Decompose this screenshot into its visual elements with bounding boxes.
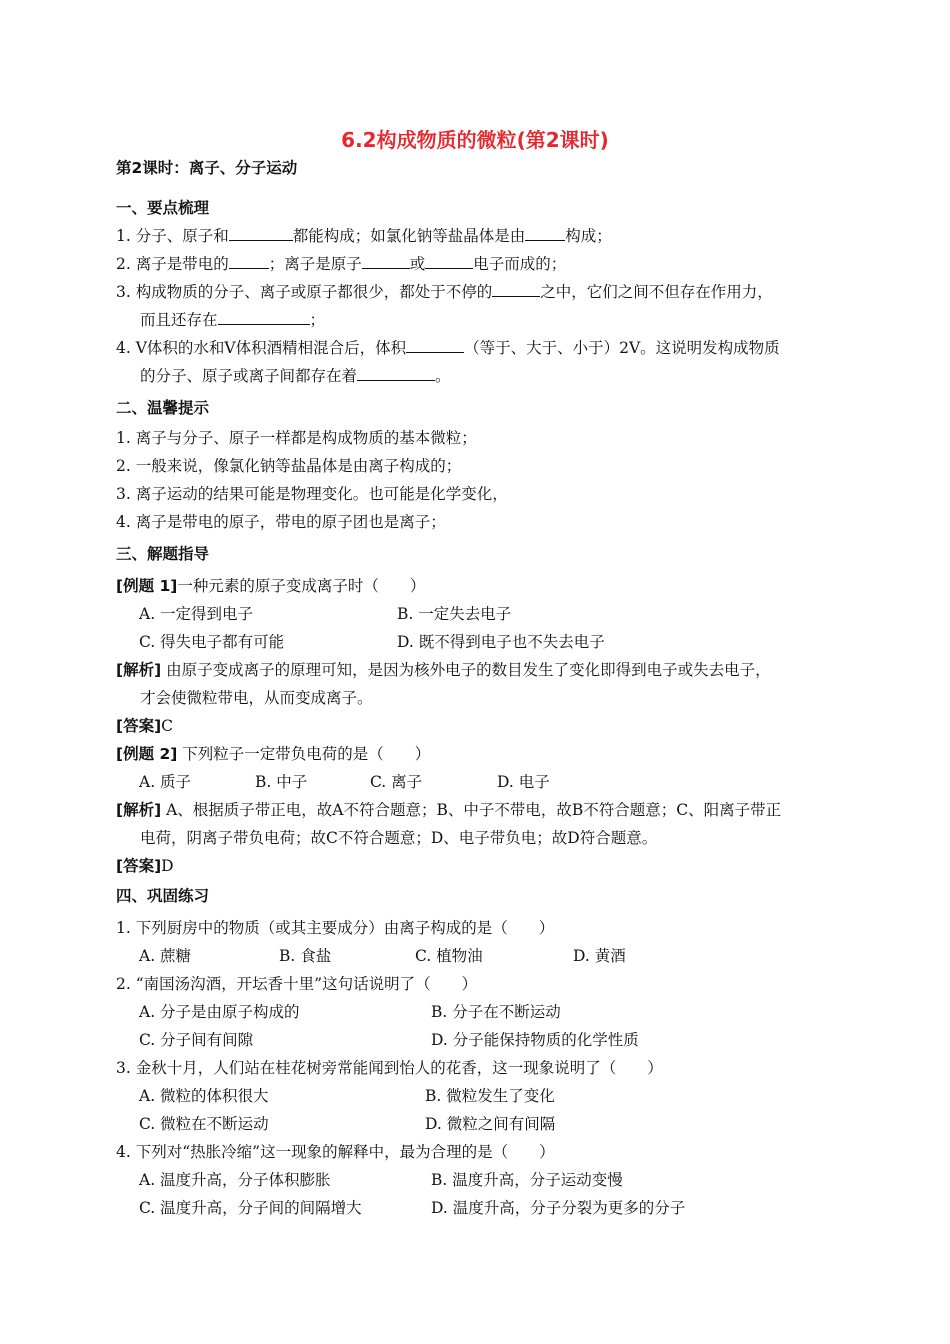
practice-2-options-row-2: [139, 1030, 869, 1050]
example-1-options-row-1: [139, 604, 869, 624]
option-d: D. 电子: [497, 773, 550, 791]
practice-3-options-row-1: [139, 1086, 869, 1106]
option-a: A. 蔗糖: [139, 947, 192, 965]
text: 1. 分子、原子和: [116, 227, 229, 245]
text: 都能构成；如氯化钠等盐晶体是由: [292, 227, 526, 245]
option-a: A. 质子: [139, 773, 192, 791]
fill-blank[interactable]: [229, 226, 293, 241]
example-2-options: [139, 772, 869, 792]
analysis-1-cont: 才会使微粒带电，从而变成离子。: [140, 689, 373, 707]
section-heading-practice: 四、巩固练习: [116, 887, 210, 905]
fill-blank[interactable]: [492, 282, 540, 297]
text: （等于、大于、小于）2V。这说明发构成物质: [464, 339, 780, 357]
option-d: D. 温度升高，分子分裂为更多的分子: [431, 1199, 686, 1217]
section-heading-guidance: 三、解题指导: [116, 545, 210, 563]
tip-item: 2. 一般来说，像氯化钠等盐晶体是由离子构成的；: [116, 457, 462, 475]
practice-4-options-row-2: [139, 1198, 869, 1218]
option-a: A. 微粒的体积很大: [139, 1087, 269, 1105]
text: 一种元素的原子变成离子时（ ）: [177, 577, 426, 595]
answer-tag: [答案]: [116, 857, 162, 875]
text: 的分子、原子或离子间都存在着: [140, 367, 358, 385]
page-title: 6.2构成物质的微粒(第2课时): [341, 128, 609, 152]
fill-blank[interactable]: [218, 310, 310, 325]
text: 。: [435, 367, 451, 385]
practice-1-options: [139, 946, 869, 966]
answer-1: [116, 716, 846, 736]
text: A、根据质子带正电，故A不符合题意；B、中子不带电，故B不符合题意；C、阳离子带正: [161, 801, 782, 819]
answer-value: C: [161, 717, 174, 735]
practice-2-options-row-1: [139, 1002, 869, 1022]
fill-blank[interactable]: [525, 226, 565, 241]
text: 2. 离子是带电的: [116, 255, 229, 273]
key-point-4-cont: [140, 366, 870, 386]
option-c: C. 得失电子都有可能: [139, 633, 285, 651]
fill-blank[interactable]: [357, 366, 435, 381]
text: 构成；: [565, 227, 612, 245]
key-point-2: [116, 254, 846, 274]
option-a: A. 温度升高，分子体积膨胀: [139, 1171, 331, 1189]
option-c: C. 离子: [370, 773, 423, 791]
practice-3-options-row-2: [139, 1114, 869, 1134]
text: 下列粒子一定带负电荷的是（ ）: [177, 745, 431, 763]
analysis-tag: [解析]: [116, 801, 162, 819]
text: 由原子变成离子的原理可知，是因为核外电子的数目发生了变化即得到电子或失去电子，: [161, 661, 771, 679]
option-a: A. 一定得到电子: [139, 605, 254, 623]
fill-blank[interactable]: [362, 254, 410, 269]
practice-4-options-row-1: [139, 1170, 869, 1190]
lesson-subtitle: 第2课时：离子、分子运动: [116, 159, 298, 177]
option-c: C. 微粒在不断运动: [139, 1115, 269, 1133]
key-point-3: [116, 282, 846, 302]
answer-2: [116, 856, 846, 876]
fill-blank[interactable]: [425, 254, 473, 269]
answer-tag: [答案]: [116, 717, 162, 735]
fill-blank[interactable]: [229, 254, 269, 269]
option-b: B. 一定失去电子: [397, 605, 512, 623]
key-point-1: [116, 226, 846, 246]
text: 4. V体积的水和V体积酒精相混合后，体积: [116, 339, 407, 357]
example-1-options-row-2: [139, 632, 869, 652]
option-d: D. 既不得到电子也不失去电子: [397, 633, 605, 651]
analysis-2-cont: 电荷，阴离子带负电荷；故C不符合题意；D、电子带负电；故D符合题意。: [140, 829, 658, 847]
option-a: A. 分子是由原子构成的: [139, 1003, 300, 1021]
option-b: B. 分子在不断运动: [431, 1003, 561, 1021]
text: 或: [409, 255, 426, 273]
option-d: D. 微粒之间有间隔: [425, 1115, 556, 1133]
example-tag: [例题 1]: [116, 577, 178, 595]
practice-question-2: 2. “南国汤沟酒，开坛香十里”这句话说明了（ ）: [116, 975, 478, 993]
text: ；: [309, 311, 326, 329]
analysis-1: [116, 660, 846, 680]
tip-item: 4. 离子是带电的原子，带电的原子团也是离子；: [116, 513, 446, 531]
option-b: B. 中子: [255, 773, 308, 791]
tip-item: 3. 离子运动的结果可能是物理变化。也可能是化学变化，: [116, 485, 508, 503]
analysis-tag: [解析]: [116, 661, 162, 679]
text: 3. 构成物质的分子、离子或原子都很少，都处于不停的: [116, 283, 493, 301]
example-1-question: [116, 576, 846, 596]
section-heading-key-points: 一、要点梳理: [116, 199, 210, 217]
key-point-4: [116, 338, 846, 358]
option-c: C. 植物油: [415, 947, 483, 965]
key-point-3-cont: [140, 310, 870, 330]
practice-question-1: 1. 下列厨房中的物质（或其主要成分）由离子构成的是（ ）: [116, 919, 555, 937]
practice-question-3: 3. 金秋十月，人们站在桂花树旁常能闻到怡人的花香，这一现象说明了（ ）: [116, 1059, 663, 1077]
tip-item: 1. 离子与分子、原子一样都是构成物质的基本微粒；: [116, 429, 477, 447]
section-heading-tips: 二、温馨提示: [116, 399, 210, 417]
option-b: B. 食盐: [279, 947, 332, 965]
option-b: B. 微粒发生了变化: [425, 1087, 555, 1105]
option-d: D. 黄酒: [573, 947, 626, 965]
answer-value: D: [161, 857, 174, 875]
analysis-2: [116, 800, 846, 820]
text: 之中，它们之间不但存在作用力，: [540, 283, 773, 301]
fill-blank[interactable]: [406, 338, 464, 353]
text: 而且还存在: [140, 311, 218, 329]
option-b: B. 温度升高，分子运动变慢: [431, 1171, 623, 1189]
option-d: D. 分子能保持物质的化学性质: [431, 1031, 639, 1049]
text: ；离子是原子: [268, 255, 362, 273]
practice-question-4: 4. 下列对“热胀冷缩”这一现象的解释中，最为合理的是（ ）: [116, 1143, 555, 1161]
example-tag: [例题 2]: [116, 745, 178, 763]
text: 电子而成的；: [473, 255, 567, 273]
example-2-question: [116, 744, 846, 764]
option-c: C. 分子间有间隙: [139, 1031, 254, 1049]
option-c: C. 温度升高，分子间的间隔增大: [139, 1199, 362, 1217]
